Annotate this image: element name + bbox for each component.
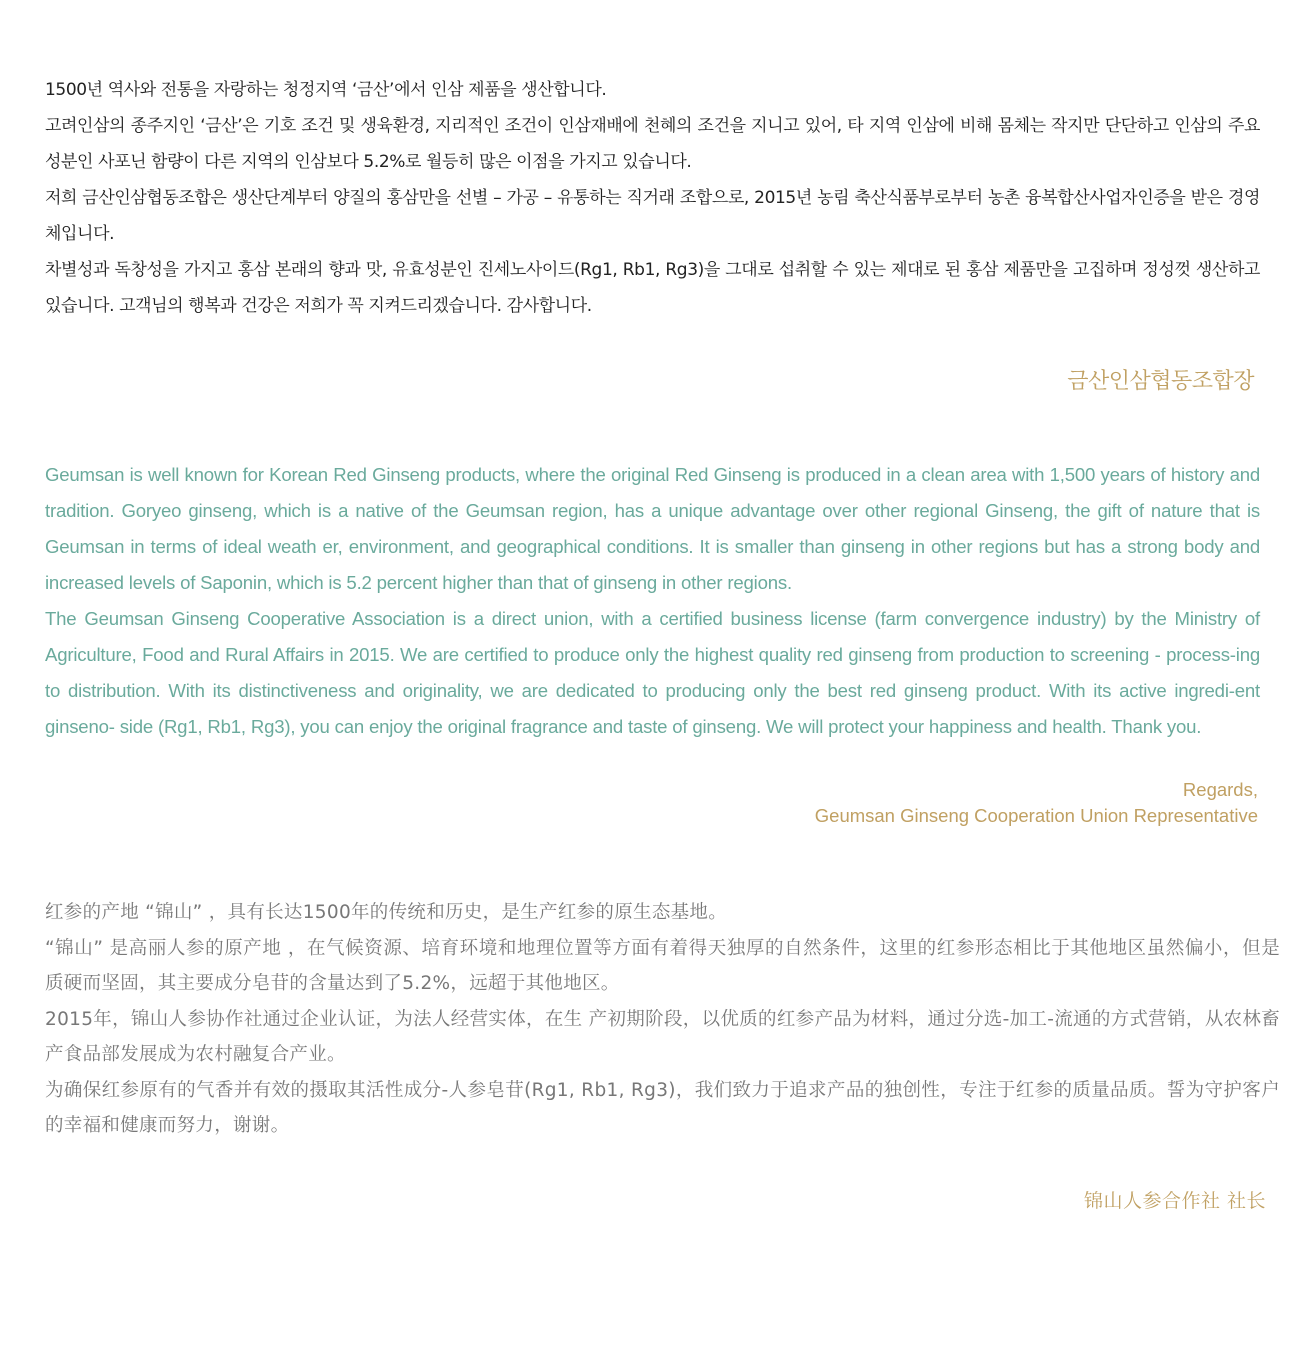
english-signature-regards: Regards, — [1182, 779, 1258, 800]
english-paragraph-1: Geumsan is well known for Korean Red Ginseng products, where the original Red Ginseng is produced in a clean area with 1,500 years of history and tradition. Goryeo ginseng, which is a native of the Geumsan region, has a unique advantage over other regional Ginseng, the gift of nature that is Geumsan in terms of ideal weath er, environment, and geographical conditions. It is smaller than ginseng in other regions but has a strong body and increased levels of Saponin, which is 5.2 percent higher than that of ginseng in other regions. — [45, 464, 1260, 593]
chinese-paragraph-2: “锦山” 是高丽人参的原产地 ，在气候资源、培育环境和地理位置等方面有着得天独厚的自然条件，这里的红参形态相比于其他地区虽然偏小，但是质硬而坚固，其主要成分皂苷的含量达到了5.2%，远超于其他地区。 — [45, 937, 1280, 994]
chinese-paragraph-1: 红参的产地 “锦山” ，具有长达1500年的传统和历史，是生产红参的原生态基地。 — [45, 902, 728, 923]
english-signature-name: Geumsan Ginseng Cooperation Union Representative — [814, 805, 1258, 826]
english-paragraph-2: The Geumsan Ginseng Cooperative Association is a direct union, with a certified business license (farm convergence industry) by the Ministry of Agriculture, Food and Rural Affairs in 2015. We are certified to produce only the highest quality red ginseng from production to screening - process-ing to distribution. With its distinctiveness and originality, we are dedicated to producing only the best red ginseng product. With its active ingredi-ent ginseno- side (Rg1, Rb1, Rg3), you can enjoy the original fragrance and taste of ginseng. We will protect your happiness and health. Thank you. — [45, 608, 1260, 737]
chinese-paragraph-3: 2015年，锦山人参协作社通过企业认证，为法人经营实体，在生 产初期阶段，以优质的红参产品为材料，通过分选-加工-流通的方式营销，从农林畜产食品部发展成为农村融复合产业。 — [45, 1008, 1280, 1065]
chinese-paragraph-4: 为确保红参原有的气香并有效的摄取其活性成分-人参皂苷(Rg1, Rb1, Rg3)，我们致力于追求产品的独创性，专注于红参的质量品质。誓为守护客户的幸福和健康而努力，谢谢。 — [45, 1079, 1280, 1136]
chinese-intro — [45, 895, 1280, 1144]
chinese-signature: 锦山人参合作社 社长 — [1083, 1190, 1266, 1212]
korean-intro — [45, 72, 1260, 324]
korean-paragraph-3: 저희 금산인삼협동조합은 생산단계부터 양질의 홍삼만을 선별 – 가공 – 유통하는 직거래 조합으로, 2015년 농림 축산식품부로부터 농촌 융복합산사업자인증을 받은 경영체입니다. — [45, 188, 1260, 244]
korean-paragraph-2: 고려인삼의 종주지인 ‘금산’은 기호 조건 및 생육환경, 지리적인 조건이 인삼재배에 천혜의 조건을 지니고 있어, 타 지역 인삼에 비해 몸체는 작지만 단단하고 인삼의 주요성분인 사포닌 함량이 다른 지역의 인삼보다 5.2%로 월등히 많은 이점을 가지고 있습니다. — [45, 116, 1260, 172]
korean-paragraph-1: 1500년 역사와 전통을 자랑하는 청정지역 ‘금산’에서 인삼 제품을 생산합니다. — [45, 80, 607, 100]
english-signature — [815, 777, 1258, 829]
korean-signature: 금산인삼협동조합장 — [1067, 369, 1254, 394]
english-intro — [45, 457, 1260, 745]
korean-paragraph-4: 차별성과 독창성을 가지고 홍삼 본래의 향과 맛, 유효성분인 진세노사이드(Rg1, Rb1, Rg3)을 그대로 섭취할 수 있는 제대로 된 홍삼 제품만을 고집하며 정성껏 생산하고 있습니다. 고객님의 행복과 건강은 저희가 꼭 지켜드리겠습니다. 감사합니다. — [45, 260, 1260, 316]
